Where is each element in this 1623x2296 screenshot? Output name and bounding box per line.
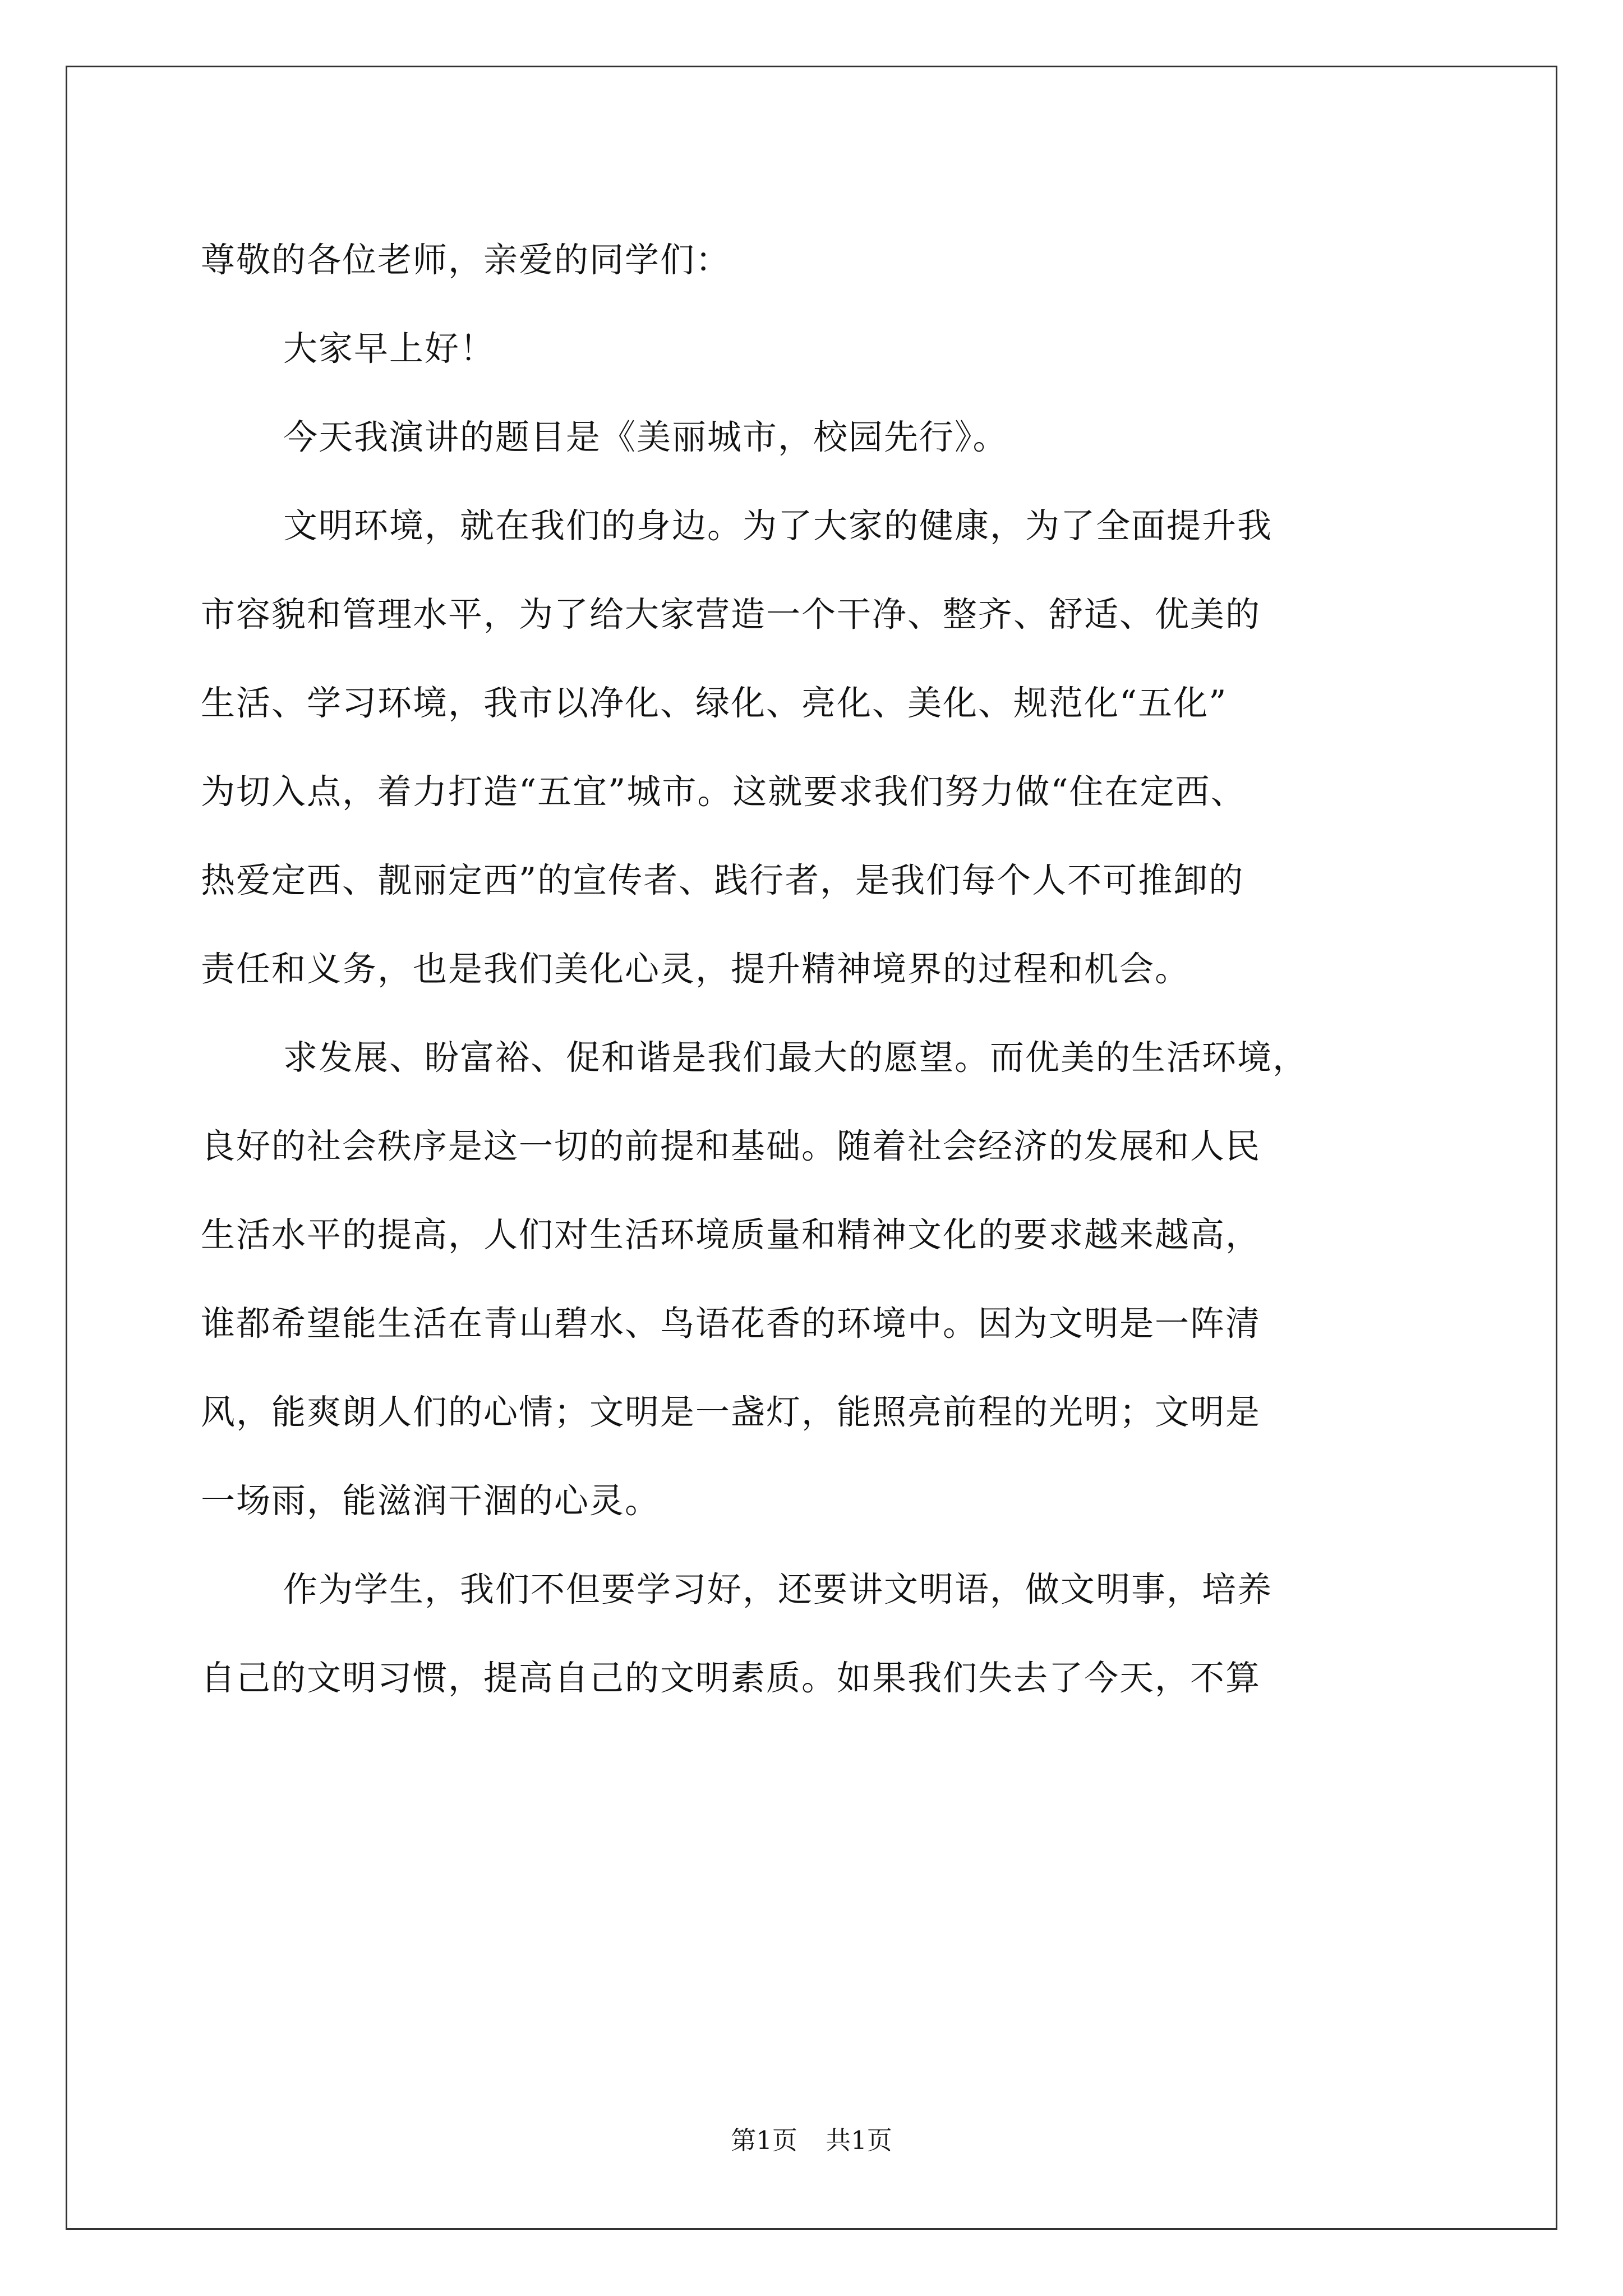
paragraph-line: 生活水平的提高，人们对生活环境质量和精神文化的要求越来越高， bbox=[201, 1215, 1261, 1255]
paragraph-line: 文明环境，就在我们的身边。为了大家的健康，为了全面提升我 bbox=[283, 506, 1273, 546]
paragraph-line: 良好的社会秩序是这一切的前提和基础。随着社会经济的发展和人民 bbox=[201, 1126, 1261, 1166]
paragraph-line: 谁都希望能生活在青山碧水、鸟语花香的环境中。因为文明是一阵清 bbox=[201, 1304, 1261, 1343]
salutation-line: 尊敬的各位老师，亲爱的同学们： bbox=[201, 240, 731, 280]
paragraph-line: 自己的文明习惯，提高自己的文明素质。如果我们失去了今天，不算 bbox=[201, 1658, 1261, 1698]
paragraph-line: 风，能爽朗人们的心情；文明是一盏灯，能照亮前程的光明；文明是 bbox=[201, 1392, 1261, 1432]
paragraph-line: 作为学生，我们不但要学习好，还要讲文明语，做文明事，培养 bbox=[283, 1570, 1273, 1609]
paragraph-line: 生活、学习环境，我市以净化、绿化、亮化、美化、规范化“五化” bbox=[201, 683, 1228, 723]
paragraph-line: 热爱定西、靓丽定西”的宣传者、践行者，是我们每个人不可推卸的 bbox=[201, 861, 1244, 900]
page-number-current: 第1页 bbox=[731, 2125, 797, 2155]
paragraph-line: 大家早上好！ bbox=[283, 329, 496, 369]
paragraph-line: 责任和义务，也是我们美化心灵，提升精神境界的过程和机会。 bbox=[201, 949, 1191, 989]
paragraph-line: 今天我演讲的题目是《美丽城市，校园先行》。 bbox=[283, 417, 1008, 457]
page-number-total: 共1页 bbox=[826, 2125, 892, 2155]
paragraph-line: 求发展、盼富裕、促和谐是我们最大的愿望。而优美的生活环境， bbox=[283, 1038, 1308, 1078]
paragraph-line: 一场雨，能滋润干涸的心灵。 bbox=[201, 1481, 661, 1521]
page-footer bbox=[0, 2124, 1623, 2157]
paragraph-line: 市容貌和管理水平，为了给大家营造一个干净、整齐、舒适、优美的 bbox=[201, 595, 1261, 634]
document-body bbox=[201, 216, 1457, 1723]
paragraph-line: 为切入点，着力打造“五宜”城市。这就要求我们努力做“住在定西、 bbox=[201, 772, 1246, 812]
